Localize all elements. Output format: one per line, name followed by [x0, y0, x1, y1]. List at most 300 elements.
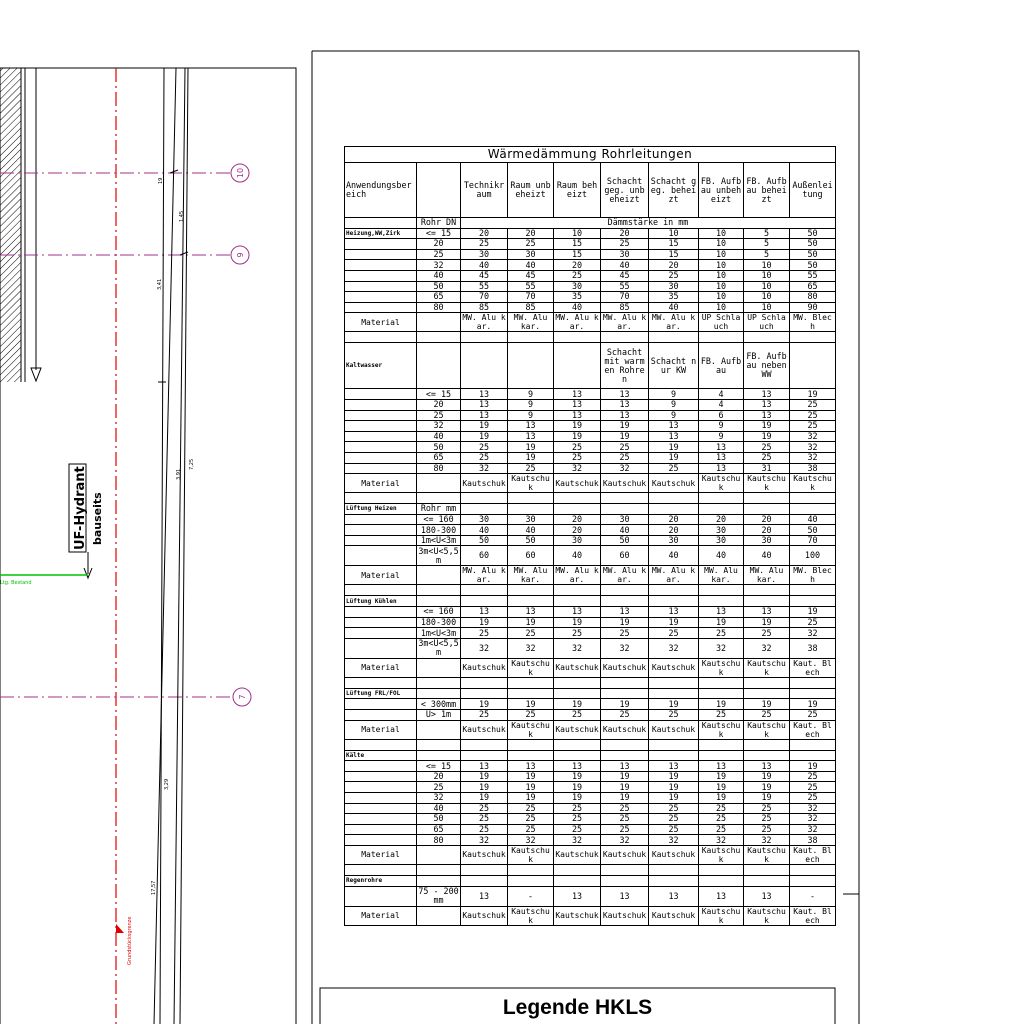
table-cell [699, 596, 744, 607]
table-row [345, 292, 836, 303]
table-cell [744, 739, 790, 750]
table-cell: 19 [744, 699, 790, 710]
table-row [345, 218, 836, 229]
table-cell: 19 [554, 699, 601, 710]
table-cell: 19 [744, 617, 790, 628]
table-cell [790, 688, 836, 699]
row-label-cell [345, 803, 417, 814]
table-cell: 30 [649, 535, 699, 546]
table-cell [461, 596, 508, 607]
table-cell: 30 [699, 525, 744, 536]
table-cell: 9 [508, 410, 554, 421]
table-cell: 25 [601, 814, 649, 825]
table-cell: 19 [508, 452, 554, 463]
table-cell: 20 [649, 260, 699, 271]
table-cell [461, 332, 508, 343]
table-cell: 15 [554, 239, 601, 250]
table-cell: 9 [508, 389, 554, 400]
table-cell [744, 332, 790, 343]
table-cell [790, 493, 836, 504]
table-row [345, 493, 836, 504]
table-cell [790, 864, 836, 875]
table-cell: Kautschuk [508, 658, 554, 677]
table-cell: - [790, 886, 836, 906]
table-cell: 25 [699, 628, 744, 639]
table-row [345, 638, 836, 658]
table-cell: Kautschuk [649, 720, 699, 739]
table-cell: 25 [601, 628, 649, 639]
table-cell [649, 677, 699, 688]
table-cell: 25 [790, 782, 836, 793]
table-cell: 80 [417, 835, 461, 846]
table-cell [461, 750, 508, 761]
table-row [345, 688, 836, 699]
table-cell: 19 [554, 771, 601, 782]
table-cell: 25 [744, 824, 790, 835]
table-cell: 9 [508, 399, 554, 410]
table-cell: 32 [790, 431, 836, 442]
table-cell: 40 [461, 525, 508, 536]
row-label-cell: Lüftung Kühlen [345, 596, 417, 607]
table-cell [649, 585, 699, 596]
table-cell: 180-300 [417, 617, 461, 628]
table-row [345, 814, 836, 825]
table-cell: 30 [649, 281, 699, 292]
table-row [345, 514, 836, 525]
table-cell: <= 15 [417, 389, 461, 400]
table-cell: 25 [508, 814, 554, 825]
table-row [345, 431, 836, 442]
table-cell: 19 [649, 782, 699, 793]
table-cell: 13 [554, 607, 601, 618]
table-cell: Kaut. Blech [790, 658, 836, 677]
table-row [345, 677, 836, 688]
table-cell [649, 688, 699, 699]
table-cell [744, 677, 790, 688]
table-cell: 25 [554, 824, 601, 835]
table-cell: Kautschuk [461, 658, 508, 677]
table-cell: 32 [461, 463, 508, 474]
table-cell: Schacht nur KW [649, 343, 699, 389]
table-cell [790, 343, 836, 389]
table-cell [417, 845, 461, 864]
table-cell: 19 [649, 617, 699, 628]
table-cell: Rohr mm [417, 504, 461, 515]
row-label-cell: Material [345, 906, 417, 925]
table-cell: 10 [649, 228, 699, 239]
table-row [345, 658, 836, 677]
table-cell: 30 [461, 249, 508, 260]
table-cell: Rohr DN [417, 218, 461, 229]
table-cell [508, 585, 554, 596]
table-cell [417, 677, 461, 688]
table-cell: 13 [601, 389, 649, 400]
table-cell [461, 585, 508, 596]
table-row [345, 281, 836, 292]
table-cell: 19 [790, 389, 836, 400]
table-cell: 19 [554, 793, 601, 804]
table-cell [744, 504, 790, 515]
table-cell: 19 [649, 452, 699, 463]
table-cell: 10 [699, 239, 744, 250]
table-cell: 32 [744, 638, 790, 658]
table-cell: Kautschuk [649, 845, 699, 864]
table-cell: 25 [461, 803, 508, 814]
table-cell [699, 493, 744, 504]
table-cell: MW. Alu kar. [649, 566, 699, 585]
table-cell: 60 [601, 546, 649, 566]
table-cell [744, 493, 790, 504]
table-cell: 25 [601, 452, 649, 463]
table-cell: 32 [601, 463, 649, 474]
row-label-cell [345, 638, 417, 658]
table-cell: 13 [744, 761, 790, 772]
table-cell [508, 493, 554, 504]
table-cell [649, 493, 699, 504]
table-cell: 19 [601, 793, 649, 804]
table-cell: 19 [744, 421, 790, 432]
table-cell: 19 [699, 793, 744, 804]
table-cell: 19 [790, 699, 836, 710]
table-cell: MW. Alu kar. [744, 566, 790, 585]
table-cell: 25 [601, 442, 649, 453]
table-cell [601, 875, 649, 886]
table-cell [790, 739, 836, 750]
table-cell: 32 [649, 835, 699, 846]
table-cell: 3m<U<5,5m [418, 638, 459, 658]
table-cell: 19 [744, 793, 790, 804]
table-cell [554, 750, 601, 761]
table-cell: 6 [699, 410, 744, 421]
table-cell [461, 739, 508, 750]
table-row [345, 710, 836, 721]
table-cell: Kautschuk [744, 845, 790, 864]
table-cell: 32 [790, 814, 836, 825]
table-row [345, 343, 836, 389]
table-cell: 20 [417, 771, 461, 782]
table-row [345, 421, 836, 432]
table-cell: 19 [649, 699, 699, 710]
table-cell: 32 [744, 835, 790, 846]
table-row [345, 546, 836, 566]
table-cell: 65 [417, 292, 461, 303]
row-label-cell [345, 442, 417, 453]
table-cell: 45 [601, 270, 649, 281]
table-row [345, 260, 836, 271]
table-cell: 40 [601, 525, 649, 536]
table-cell [417, 332, 461, 343]
table-row [345, 761, 836, 772]
row-label-cell [345, 514, 417, 525]
row-label-cell [345, 431, 417, 442]
table-cell: 25 [744, 452, 790, 463]
row-label-cell [345, 546, 417, 566]
table-row [345, 228, 836, 239]
table-cell: 65 [790, 281, 836, 292]
table-cell: 13 [461, 410, 508, 421]
table-cell: - [508, 886, 554, 906]
row-label-cell [345, 281, 417, 292]
dim-label-6: 3,29 [164, 778, 170, 790]
table-cell: 13 [649, 607, 699, 618]
table-row [345, 239, 836, 250]
table-cell: 55 [508, 281, 554, 292]
table-cell [508, 750, 554, 761]
table-cell: 20 [417, 239, 461, 250]
table-cell: Kautschuk [601, 906, 649, 925]
table-cell: 20 [554, 260, 601, 271]
table-cell: 50 [508, 535, 554, 546]
row-label-cell [345, 292, 417, 303]
table-row [345, 699, 836, 710]
table-cell [699, 585, 744, 596]
row-label-cell [345, 710, 417, 721]
table-cell: 19 [508, 771, 554, 782]
table-cell: 19 [461, 782, 508, 793]
table-cell [417, 313, 461, 332]
table-cell: 19 [744, 431, 790, 442]
table-body [345, 218, 836, 926]
table-row [345, 628, 836, 639]
table-cell: Kautschuk [601, 658, 649, 677]
table-cell: 20 [744, 514, 790, 525]
table-row [345, 535, 836, 546]
table-cell: 9 [649, 389, 699, 400]
table-cell: 38 [790, 835, 836, 846]
table-cell: 13 [601, 886, 649, 906]
table-cell: 45 [508, 270, 554, 281]
table-row [345, 270, 836, 281]
table-cell: 25 [790, 793, 836, 804]
table-cell: 25 [554, 628, 601, 639]
row-label-cell: Material [345, 474, 417, 493]
dimension-line-a [160, 68, 164, 1024]
table-cell: 30 [508, 514, 554, 525]
legend-title: Legende HKLS [502, 996, 653, 1019]
table-cell: 40 [417, 431, 461, 442]
table-cell: 32 [601, 835, 649, 846]
table-cell: 50 [461, 535, 508, 546]
dim-label-4: 7,25 [189, 458, 195, 470]
table-cell: 19 [461, 421, 508, 432]
table-cell [790, 504, 836, 515]
table-cell: 25 [508, 463, 554, 474]
table-cell: 25 [601, 824, 649, 835]
table-cell [744, 585, 790, 596]
table-cell: 19 [461, 771, 508, 782]
green-pipe-label: Ltg. Bestand [0, 580, 32, 586]
row-label-cell: Material [345, 845, 417, 864]
table-cell: 55 [601, 281, 649, 292]
table-cell: 13 [461, 607, 508, 618]
row-label-cell [345, 814, 417, 825]
table-cell: <= 15 [417, 761, 461, 772]
table-cell: 13 [699, 442, 744, 453]
table-cell: 40 [601, 260, 649, 271]
table-cell: 10 [699, 270, 744, 281]
table-cell: Kautschuk [554, 906, 601, 925]
table-cell: Kautschuk [601, 845, 649, 864]
table-cell [461, 677, 508, 688]
table-cell: 19 [461, 431, 508, 442]
table-cell: Kautschuk [554, 658, 601, 677]
table-cell: 70 [601, 292, 649, 303]
table-cell: 25 [699, 824, 744, 835]
dim-label-7: 17,57 [151, 880, 157, 895]
table-cell: FB. Aufbau [699, 343, 744, 389]
table-cell: Kautschuk [461, 906, 508, 925]
table-cell [554, 343, 601, 389]
table-cell: 50 [417, 814, 461, 825]
table-cell: Kautschuk [601, 474, 649, 493]
table-cell: 13 [699, 607, 744, 618]
table-cell: 1m<U<3m [417, 535, 461, 546]
table-cell [699, 875, 744, 886]
table-cell [649, 504, 699, 515]
table-row [345, 835, 836, 846]
table-cell [461, 864, 508, 875]
table-row [345, 596, 836, 607]
table-cell: Kautschuk [744, 474, 790, 493]
table-row [345, 399, 836, 410]
table-cell: 25 [744, 442, 790, 453]
table-cell: 25 [790, 710, 836, 721]
table-row [345, 750, 836, 761]
table-cell: 25 [649, 270, 699, 281]
table-cell: 40 [508, 260, 554, 271]
table-cell: 5 [744, 228, 790, 239]
table-header-cell [417, 163, 461, 218]
table-row [345, 617, 836, 628]
table-row [345, 824, 836, 835]
table-cell: 13 [601, 399, 649, 410]
table-cell: 19 [554, 782, 601, 793]
table-row [345, 332, 836, 343]
table-cell: 25 [649, 463, 699, 474]
table-cell: 13 [601, 607, 649, 618]
table-cell: MW. Alu kar. [508, 566, 554, 585]
table-cell: 25 [554, 710, 601, 721]
table-cell: 55 [461, 281, 508, 292]
table-cell: 19 [461, 617, 508, 628]
table-cell: 10 [744, 302, 790, 313]
table-cell: 32 [699, 638, 744, 658]
table-cell: 13 [554, 761, 601, 772]
table-cell [601, 739, 649, 750]
table-cell: 25 [461, 710, 508, 721]
table-cell: 5 [744, 249, 790, 260]
table-cell: 32 [790, 442, 836, 453]
table-row [345, 906, 836, 925]
insulation-table [344, 146, 836, 926]
table-cell [417, 688, 461, 699]
table-cell: 30 [461, 514, 508, 525]
table-cell: 50 [790, 249, 836, 260]
table-cell: 15 [649, 249, 699, 260]
table-cell: 19 [699, 699, 744, 710]
table-cell: MW. Blech [790, 313, 836, 332]
table-cell: 13 [744, 886, 790, 906]
dim-label-5: 3,91 [176, 468, 182, 480]
table-cell [417, 493, 461, 504]
table-cell: 9 [649, 399, 699, 410]
row-label-cell [345, 389, 417, 400]
table-cell: UP Schlauch [744, 313, 790, 332]
table-cell: 5 [744, 239, 790, 250]
table-cell: 13 [508, 761, 554, 772]
table-cell: Kautschuk [699, 906, 744, 925]
table-cell: 19 [508, 782, 554, 793]
table-cell: U> 1m [417, 710, 461, 721]
table-cell [601, 750, 649, 761]
table-cell [601, 596, 649, 607]
table-cell: 20 [554, 525, 601, 536]
row-label-cell [345, 493, 417, 504]
table-cell: 19 [461, 793, 508, 804]
table-cell [699, 739, 744, 750]
table-cell: 25 [790, 421, 836, 432]
table-cell: 13 [649, 761, 699, 772]
table-cell: 50 [601, 535, 649, 546]
table-header-cell: Schacht geg. beheizt [649, 163, 699, 218]
table-header-cell: Außenleitung [790, 163, 836, 218]
table-row [345, 585, 836, 596]
table-cell: 9 [699, 431, 744, 442]
table-cell: 19 [649, 793, 699, 804]
table-cell: 32 [508, 835, 554, 846]
table-cell: 25 [417, 410, 461, 421]
table-cell: 13 [554, 399, 601, 410]
table-cell: Kautschuk [508, 906, 554, 925]
row-label-cell [345, 886, 417, 906]
table-cell: 20 [649, 514, 699, 525]
table-cell: 15 [649, 239, 699, 250]
table-cell [554, 585, 601, 596]
table-cell: 13 [461, 399, 508, 410]
row-label-cell [345, 463, 417, 474]
table-cell: 10 [699, 260, 744, 271]
table-cell: 10 [699, 281, 744, 292]
dim-label-2: 1,45 [179, 210, 185, 222]
table-cell: 20 [601, 228, 649, 239]
row-label-cell [345, 739, 417, 750]
row-label-cell [345, 835, 417, 846]
table-cell: 40 [508, 525, 554, 536]
table-cell [699, 750, 744, 761]
table-row [345, 845, 836, 864]
table-cell: 32 [790, 824, 836, 835]
table-cell: Kautschuk [461, 845, 508, 864]
table-cell: 32 [554, 463, 601, 474]
table-cell: 19 [790, 607, 836, 618]
hatched-wall [0, 68, 21, 382]
table-cell [345, 218, 417, 229]
table-cell: 13 [649, 421, 699, 432]
table-cell: 13 [461, 761, 508, 772]
table-cell: 20 [699, 514, 744, 525]
table-cell: Kautschuk [461, 720, 508, 739]
table-cell [649, 332, 699, 343]
table-cell [417, 906, 461, 925]
table-cell: 19 [508, 793, 554, 804]
table-cell: 13 [744, 410, 790, 421]
row-label-cell [345, 260, 417, 271]
table-cell [554, 596, 601, 607]
table-cell [508, 504, 554, 515]
table-title: Wärmedämmung Rohrleitungen [345, 147, 836, 163]
table-header-row [345, 163, 836, 218]
table-cell [649, 864, 699, 875]
